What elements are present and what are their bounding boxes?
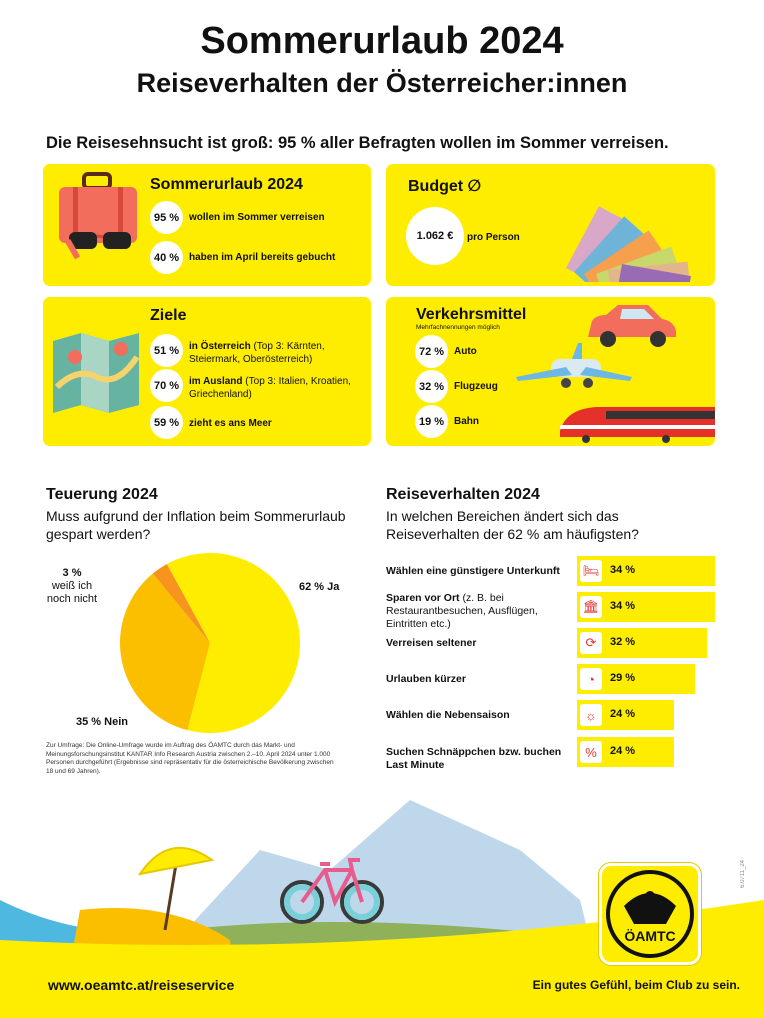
goals-text-3: zieht es ans Meer [189,418,272,429]
bar-label-3: Urlauben kürzer [386,673,466,685]
card-budget [386,164,715,286]
airplane-icon [506,341,636,401]
pie-label-ja: 62 % Ja [299,581,340,593]
bar-3 [577,664,695,694]
calendar-sun-icon: ☼ [580,704,602,726]
bar-label-note-1: (z. B. bei Restaurantbesuchen, Ausflügen, Eintritten etc.) [386,592,538,630]
card-transport-title: Verkehrsmittel [416,306,527,323]
bar-label-1: Sparen vor Ort (z. B. bei Restaurantbesuchen, Ausflügen, Eintritten etc.) [386,592,538,630]
budget-amount: 1.062 € [416,230,454,242]
card-goals [43,297,371,446]
inflation-pie-chart [110,545,310,745]
inflation-question: Muss aufgrund der Inflation beim Sommerurlaub gespart werden? [46,508,346,542]
bar-5 [577,737,674,767]
card-budget-title: Budget ∅ [408,178,482,195]
transport-note: Mehrfachnennungen möglich [416,324,500,331]
bar-value-5: 24 % [610,745,636,757]
logo-text: ÖAMTC [624,928,676,944]
goals-pct-2: 70 % [150,369,183,402]
pie-label-nein: 35 % Nein [76,716,128,728]
lead-text: Die Reisesehnsucht ist groß: 95 % aller Befragten wollen im Sommer verreisen. [46,134,669,152]
behaviour-question: In welchen Bereichen ändert sich das Reiseverhalten der 62 % am häufigsten? [386,508,639,542]
bank-icon: 🏛 [580,596,602,618]
bar-label-4: Wählen die Nebensaison [386,709,510,721]
summer-text-1: wollen im Sommer verreisen [189,212,325,223]
summer-text-2: haben im April bereits gebucht [189,252,336,263]
goals-pct-1: 51 % [150,334,183,367]
inflation-title: Teuerung 2024 [46,486,158,503]
transport-pct-2: 32 % [415,370,448,403]
card-transport [386,297,715,446]
page-title: Sommerurlaub 2024 [200,20,564,62]
transport-text-3: Bahn [454,416,479,427]
bar-2 [577,628,707,658]
pie-label-weiss: 3 % weiß ich noch nicht [46,567,98,605]
goals-text-2: im Ausland (Top 3: Italien, Kroatien, Griechenland) [189,376,351,400]
map-icon [47,327,147,417]
behaviour-title: Reiseverhalten 2024 [386,486,540,503]
oeamtc-logo[interactable] [599,863,701,965]
side-code: 6.0711_24 [740,860,746,888]
train-icon [556,401,715,446]
bar-label-5: Suchen Schnäppchen bzw. buchen Last Minute [386,746,562,771]
bar-value-1: 34 % [610,600,636,612]
bar-value-0: 34 % [610,564,636,576]
clock-arrow-icon: ⟳ [580,632,602,654]
page-subtitle: Reiseverhalten der Österreicher:innen [136,68,628,98]
footer-url-link[interactable]: www.oeamtc.at/reiseservice [48,977,235,993]
banknotes-icon [546,172,696,282]
percent-tag-icon: % [580,741,602,763]
transport-text-1: Auto [454,346,477,357]
card-summer [43,164,371,286]
bar-4 [577,700,674,730]
pie-clock-icon: ◔ [580,668,602,690]
card-goals-title: Ziele [150,307,187,324]
footer-slogan: Ein gutes Gefühl, beim Club zu sein. [532,978,740,992]
goals-pct-3: 59 % [150,406,183,439]
suitcase-icon [53,170,143,265]
survey-note: Zur Umfrage: Die Online-Umfrage wurde im Auftrag des ÖAMTC durch das Markt- und Meinungsforschungsinstitut KANTAR Info Research Austria zwischen 2.–10. April 2024 unter 1.000 Personen durchgeführt (Ergebnisse sind repräsentativ für die österreichische Bevölkerung zwischen 18 und 69 Jahren). [46,742,334,775]
bed-icon: 🛏 [580,560,602,582]
transport-pct-3: 19 % [415,405,448,438]
budget-unit: pro Person [467,232,520,243]
bar-label-0: Wählen eine günstigere Unterkunft [386,565,560,577]
bar-value-4: 24 % [610,708,636,720]
budget-circle [406,207,464,265]
summer-pct-2: 40 % [150,241,183,274]
summer-pct-1: 95 % [150,201,183,234]
transport-pct-1: 72 % [415,335,448,368]
bar-value-2: 32 % [610,636,636,648]
card-summer-title: Sommerurlaub 2024 [150,176,303,193]
bar-0 [577,556,715,586]
bar-label-2: Verreisen seltener [386,637,477,649]
bar-value-3: 29 % [610,672,636,684]
bar-1 [577,592,715,622]
goals-text-1: in Österreich (Top 3: Kärnten, Steiermark, Oberösterreich) [189,341,325,365]
transport-text-2: Flugzeug [454,381,498,392]
